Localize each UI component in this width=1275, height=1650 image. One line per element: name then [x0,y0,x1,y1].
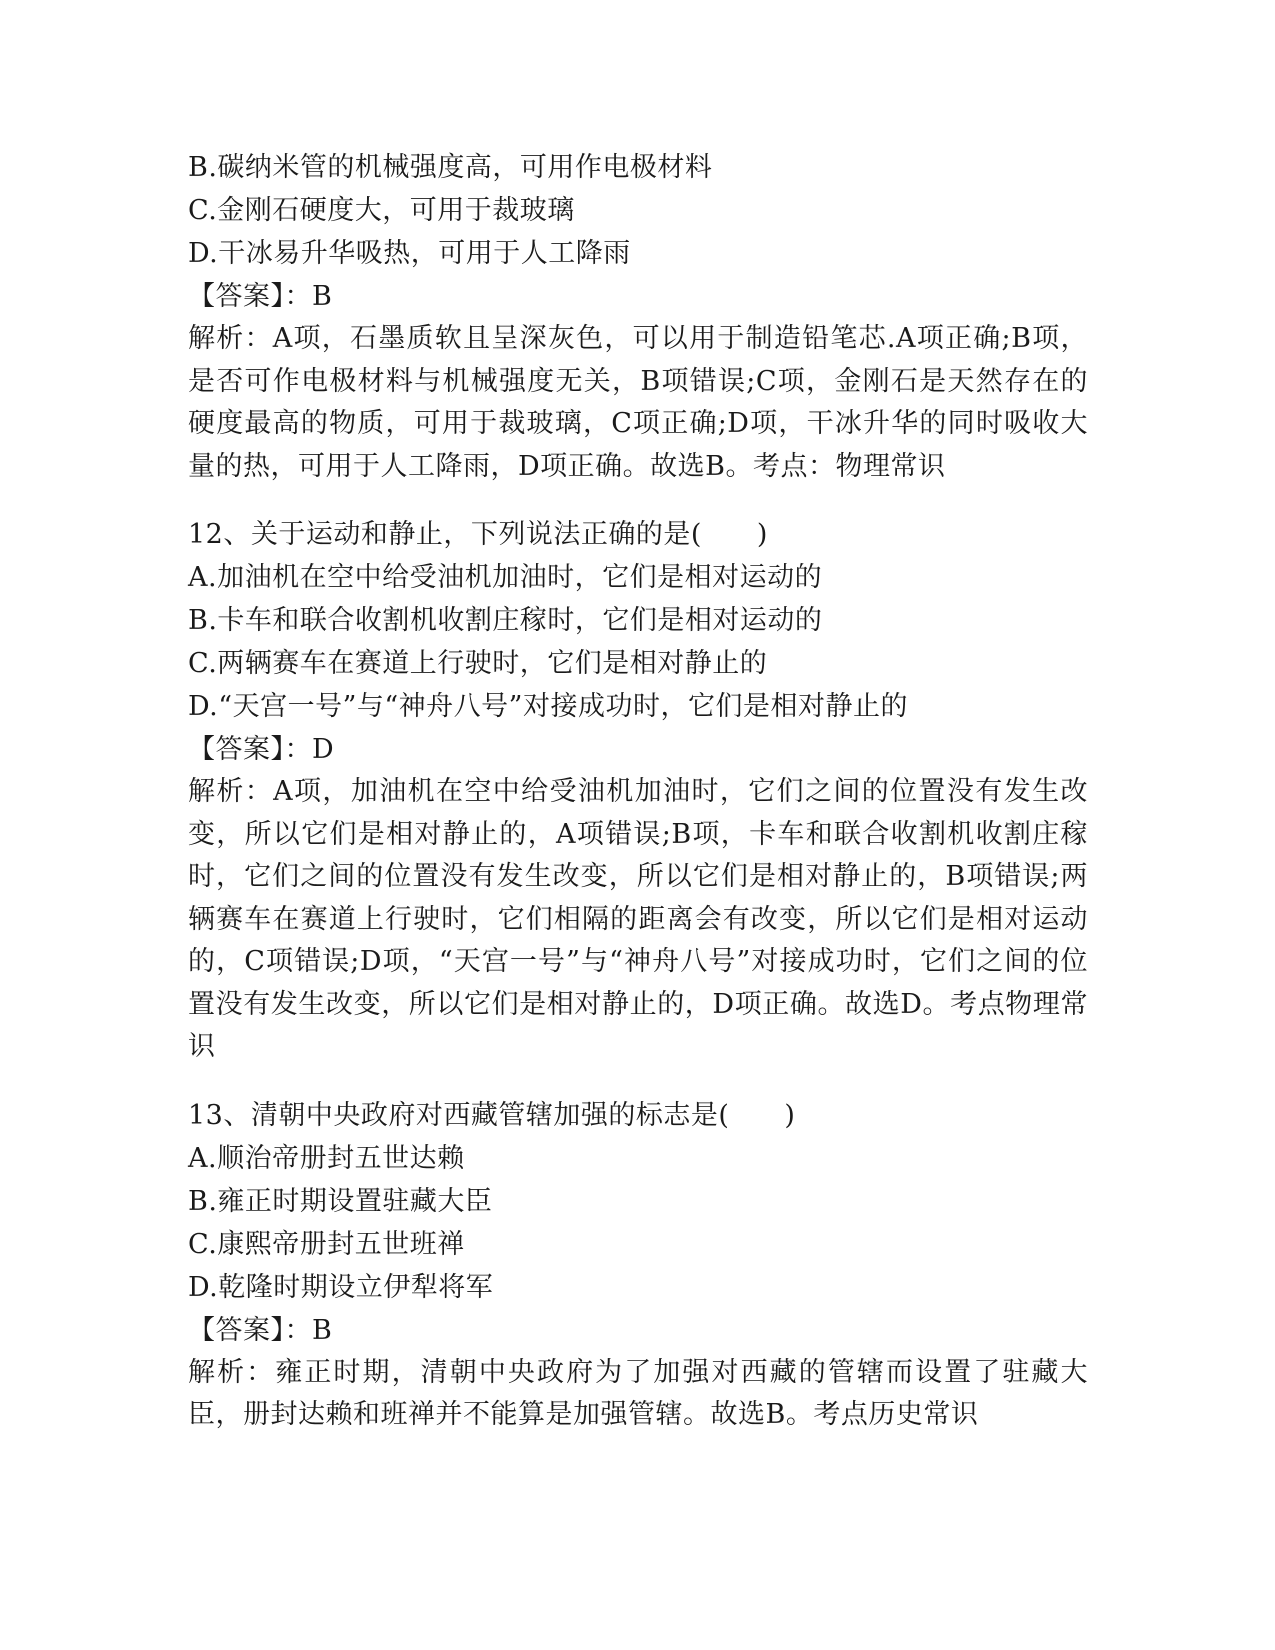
q12-question: 12、关于运动和静止，下列说法正确的是( ) [188,519,768,550]
q12-option-a: A.加油机在空中给受油机加油时，它们是相对运动的 [188,562,823,593]
question-12-block [188,513,1088,1069]
spacer [188,1069,1088,1094]
question-13-block [188,1094,1088,1437]
q11-option-d: D.干冰易升华吸热，可用于人工降雨 [188,238,631,269]
q13-option-c: C.康熙帝册封五世班禅 [188,1228,465,1260]
q11-option-c: C.金刚石硬度大，可用于裁玻璃 [188,195,575,226]
q13-answer: 【答案】：B [188,1314,333,1346]
q13-option-b: B.雍正时期设置驻藏大臣 [188,1185,493,1217]
q13-option-d: D.乾隆时期设立伊犁将军 [188,1271,494,1303]
q12-option-c: C.两辆赛车在赛道上行驶时，它们是相对静止的 [188,648,768,679]
question-11-block [188,146,1088,488]
q13-question: 13、清朝中央政府对西藏管辖加强的标志是( ) [188,1099,796,1131]
q13-option-a: A.顺治帝册封五世达赖 [188,1142,465,1174]
q11-analysis: 解析：A项，石墨质软且呈深灰色，可以用于制造铅笔芯.A项正确;B项，是否可作电极材料与机械强度无关，B项错误;C项，金刚石是天然存在的硬度最高的物质，可用于裁玻璃，C项正确;D项，干冰升华的同时吸收大量的热，可用于人工降雨，D项正确。故选B。考点：物理常识 [188,323,1088,482]
q12-analysis: 解析：A项，加油机在空中给受油机加油时，它们之间的位置没有发生改变，所以它们是相对静止的，A项错误;B项，卡车和联合收割机收割庄稼时，它们之间的位置没有发生改变，所以它们是相对静止的，B项错误;两辆赛车在赛道上行驶时，它们相隔的距离会有改变，所以它们是相对运动的，C项错误;D项，“天宫一号”与“神舟八号”对接成功时，它们之间的位置没有发生改变，所以它们是相对静止的，D项正确。故选D。考点物理常识 [188,776,1088,1062]
q11-option-b: B.碳纳米管的机械强度高，可用作电极材料 [188,152,713,183]
document-page [188,146,1088,1437]
q12-option-d: D.“天宫一号”与“神舟八号”对接成功时，它们是相对静止的 [188,691,908,722]
q13-analysis: 解析：雍正时期，清朝中央政府为了加强对西藏的管辖而设置了驻藏大臣，册封达赖和班禅并不能算是加强管辖。故选B。考点历史常识 [188,1356,1088,1430]
spacer [188,488,1088,513]
q11-answer: 【答案】：B [188,281,333,312]
q12-answer: 【答案】：D [188,734,335,765]
q12-option-b: B.卡车和联合收割机收割庄稼时，它们是相对运动的 [188,605,823,636]
